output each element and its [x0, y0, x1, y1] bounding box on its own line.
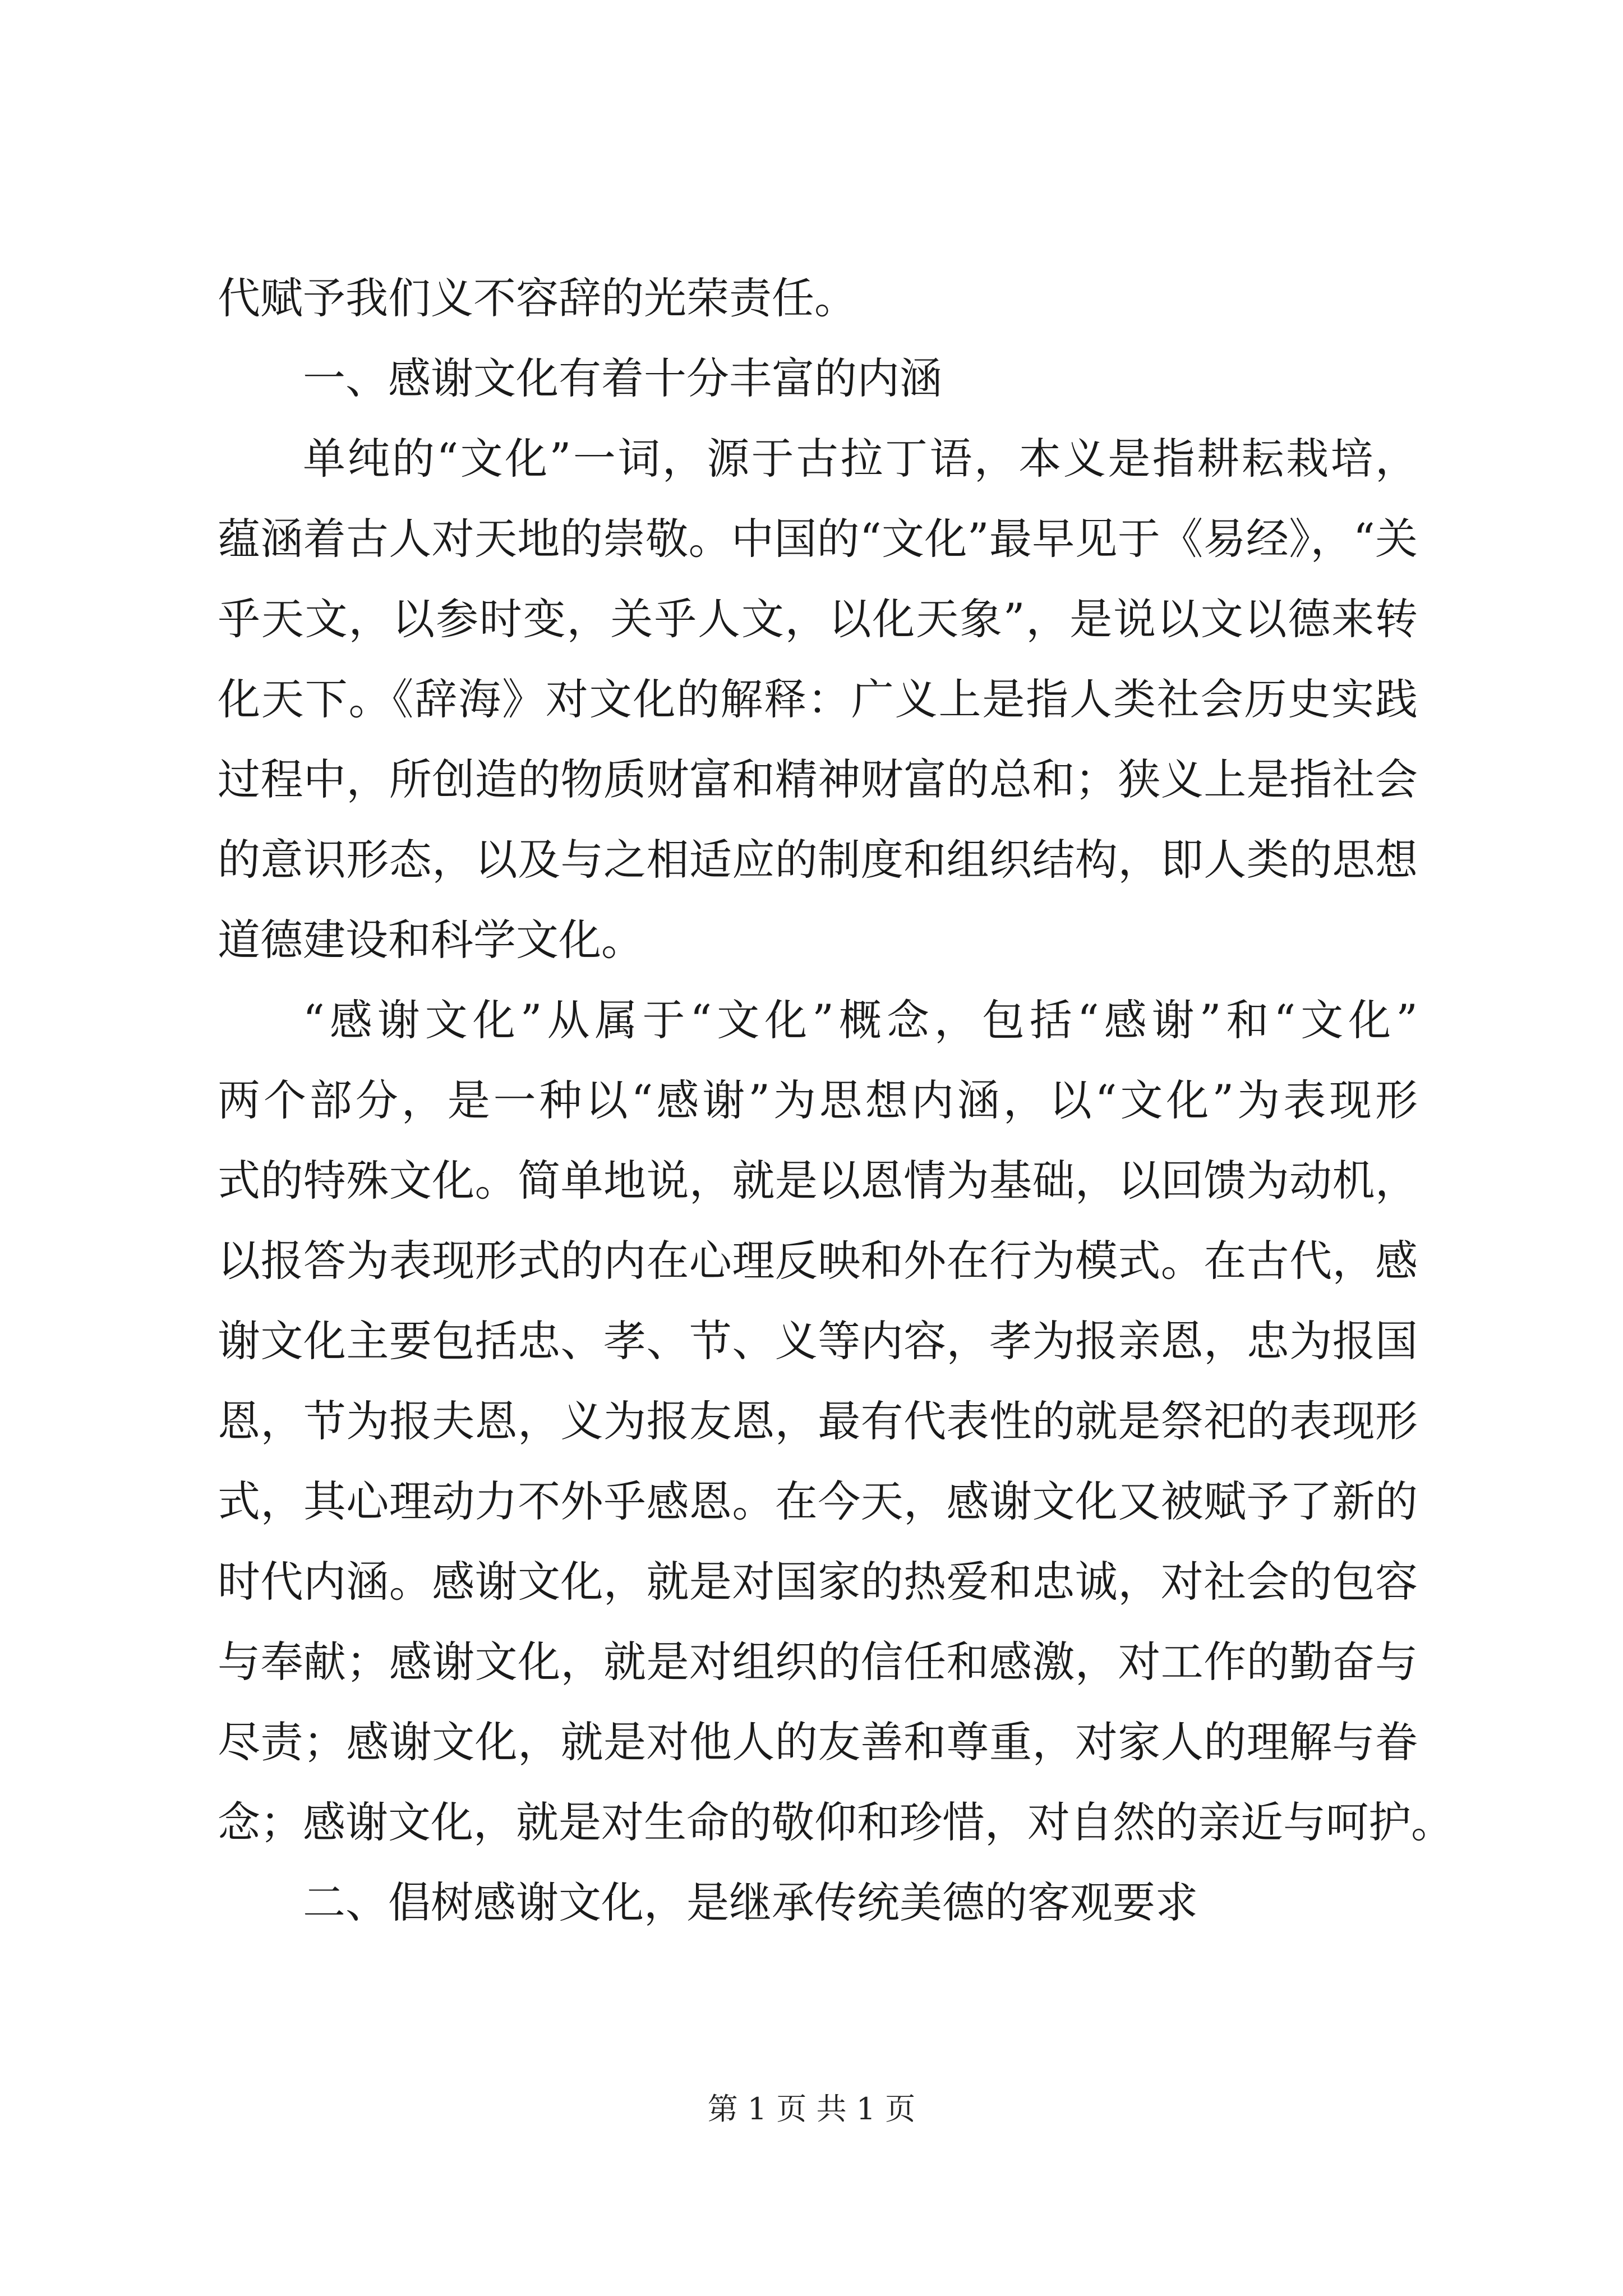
section-heading-2: 二、倡树感谢文化，是继承传统美德的客观要求	[303, 1878, 1198, 1927]
paragraph-line: 的意识形态，以及与之相适应的制度和组织结构，即人类的思想	[218, 835, 1418, 885]
document-body	[218, 258, 1454, 1943]
paragraph-line: 念；感谢文化，就是对生命的敬仰和珍惜，对自然的亲近与呵护。	[218, 1797, 1454, 1847]
paragraph-line: 单纯的“文化”一词，源于古拉丁语，本义是指耕耘栽培，	[303, 434, 1418, 484]
paragraph-line: 谢文化主要包括忠、孝、节、义等内容，孝为报亲恩，忠为报国	[218, 1316, 1418, 1366]
paragraph-line: 时代内涵。感谢文化，就是对国家的热爱和忠诚，对社会的包容	[218, 1557, 1418, 1607]
paragraph-line: 蕴涵着古人对天地的崇敬。中国的“文化”最早见于《易经》，“关	[218, 514, 1418, 564]
paragraph-line: 尽责；感谢文化，就是对他人的友善和尊重，对家人的理解与眷	[218, 1717, 1418, 1767]
page-number-footer: 第 1 页 共 1 页	[707, 2091, 916, 2127]
paragraph-line: 乎天文，以参时变，关乎人文，以化天象”，是说以文以德来转	[218, 594, 1418, 644]
paragraph-line: 道德建设和科学文化。	[218, 915, 644, 965]
section-heading-1: 一、感谢文化有着十分丰富的内涵	[303, 353, 942, 403]
paragraph-line: 代赋予我们义不容辞的光荣责任。	[218, 273, 857, 323]
paragraph-line: 以报答为表现形式的内在心理反映和外在行为模式。在古代，感	[218, 1236, 1418, 1286]
paragraph-line: 与奉献；感谢文化，就是对组织的信任和感激，对工作的勤奋与	[218, 1637, 1418, 1687]
paragraph-line: 式，其心理动力不外乎感恩。在今天，感谢文化又被赋予了新的	[218, 1476, 1418, 1526]
paragraph-line: “感谢文化”从属于“文化”概念，包括“感谢”和“文化”	[303, 995, 1418, 1045]
paragraph-line: 化天下。《辞海》对文化的解释：广义上是指人类社会历史实践	[218, 674, 1418, 724]
paragraph-line: 两个部分，是一种以“感谢”为思想内涵，以“文化”为表现形	[218, 1075, 1418, 1125]
paragraph-line: 式的特殊文化。简单地说，就是以恩情为基础，以回馈为动机，	[218, 1156, 1418, 1205]
paragraph-line: 过程中，所创造的物质财富和精神财富的总和；狭义上是指社会	[218, 754, 1418, 804]
paragraph-line: 恩，节为报夫恩，义为报友恩，最有代表性的就是祭祀的表现形	[218, 1396, 1418, 1446]
